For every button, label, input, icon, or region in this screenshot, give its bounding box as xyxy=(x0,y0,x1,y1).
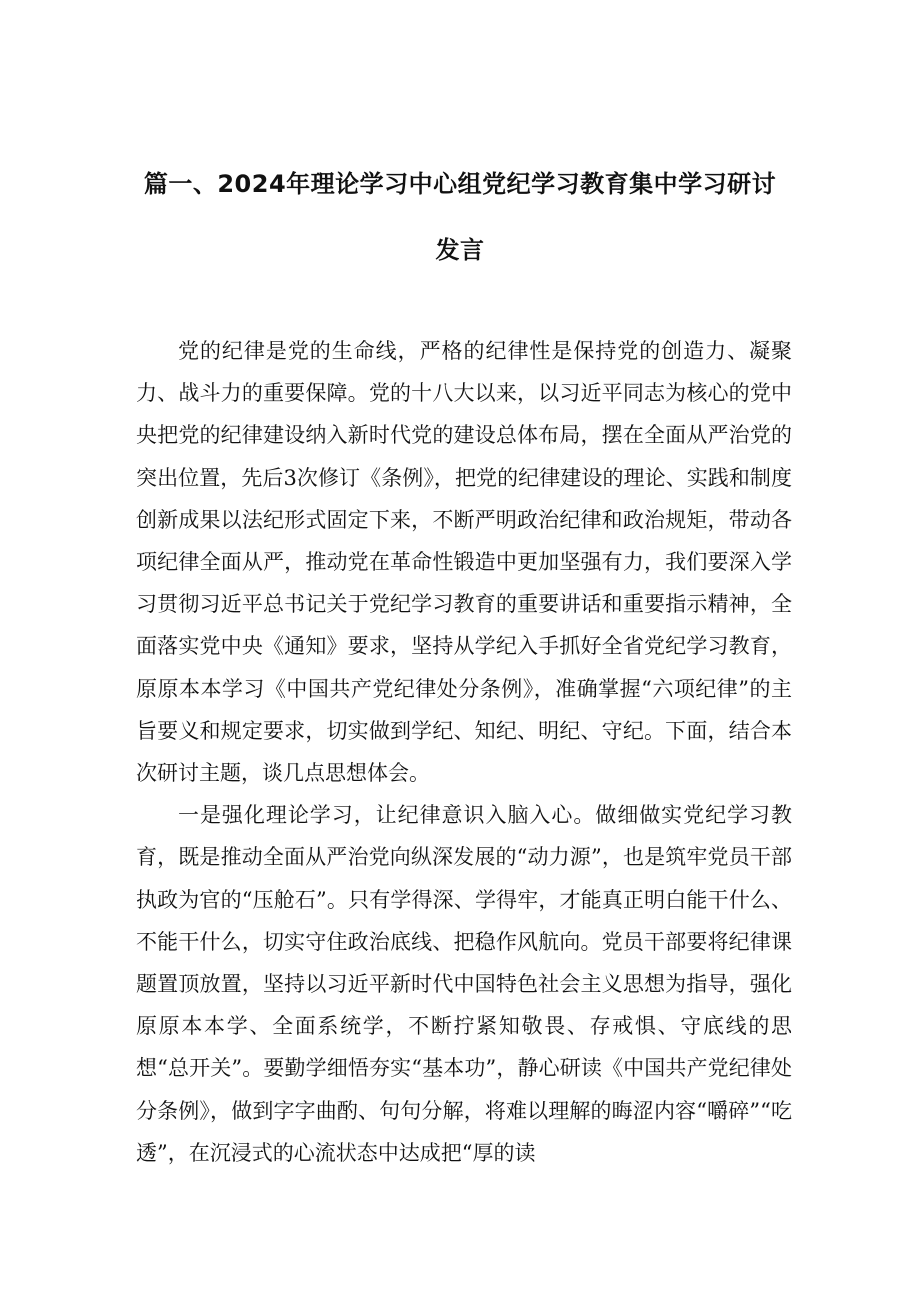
body-paragraph-2: 一是强化理论学习，让纪律意识入脑入心。做细做实党纪学习教育，既是推动全面从严治党向纵深发展的“动力源”，也是筑牢党员干部执政为官的“压舱石”。只有学得深、学得牢，才能真正明白能干什么、不能干什么，切实守住政治底线、把稳作风航向。党员干部要将纪律课题置顶放置，坚持以习近平新时代中国特色社会主义思想为指导，强化原原本本学、全面系统学，不断拧紧知敬畏、存戒惧、守底线的思想“总开关”。要勤学细悟夯实“基本功”，静心研读《中国共产党纪律处分条例》，做到字字曲酌、句句分解，将难以理解的晦涩内容“嚼碎”“吃透”，在沉浸式的心流状态中达成把“厚的读 xyxy=(136,803,792,1165)
document-title-line-1: 篇一、2024年理论学习中心组党纪学习教育集中学习研讨 xyxy=(143,170,777,198)
document-title-line-2: 发言 xyxy=(435,236,485,264)
body-paragraph-1: 党的纪律是党的生命线，严格的纪律性是保持党的创造力、凝聚力、战斗力的重要保障。党的十八大以来，以习近平同志为核心的党中央把党的纪律建设纳入新时代党的建设总体布局，摆在全面从严治党的突出位置，先后3次修订《条例》，把党的纪律建设的理论、实践和制度创新成果以法纪形式固定下来，不断严明政治纪律和政治规矩，带动各项纪律全面从严，推动党在革命性锻造中更加坚强有力，我们要深入学习贯彻习近平总书记关于党纪学习教育的重要讲话和重要指示精神，全面落实党中央《通知》要求，坚持从学纪入手抓好全省党纪学习教育，原原本本学习《中国共产党纪律处分条例》，准确掌握“六项纪律”的主旨要义和规定要求，切实做到学纪、知纪、明纪、守纪。下面，结合本次研讨主题，谈几点思想体会。 xyxy=(136,339,792,786)
document-body xyxy=(136,330,792,1174)
